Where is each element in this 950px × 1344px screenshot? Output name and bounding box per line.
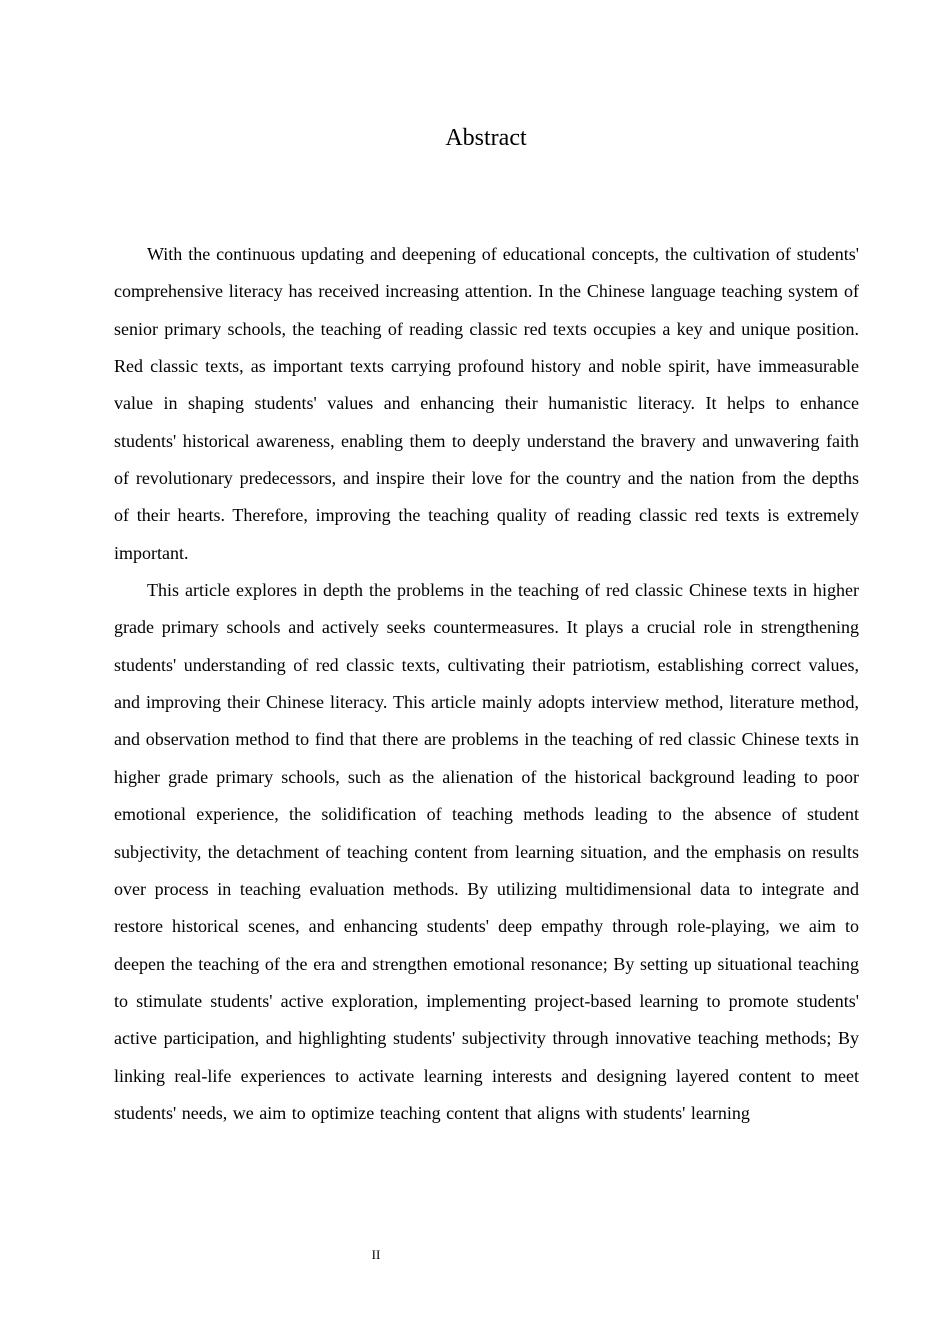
- abstract-paragraph-2: This article explores in depth the problems in the teaching of red classic Chinese texts in higher grade primary schools and actively seeks countermeasures. It plays a crucial role in strengthening students' understanding of red classic texts, cultivating their patriotism, establishing correct values, and improving their Chinese literacy. This article mainly adopts interview method, literature method, and observation method to find that there are problems in the teaching of red classic Chinese texts in higher grade primary schools, such as the alienation of the historical background leading to poor emotional experience, the solidification of teaching methods leading to the absence of student subjectivity, the detachment of teaching content from learning situation, and the emphasis on results over process in teaching evaluation methods. By utilizing multidimensional data to integrate and restore historical scenes, and enhancing students' deep empathy through role-playing, we aim to deepen the teaching of the era and strengthen emotional resonance; By setting up situational teaching to stimulate students' active exploration, implementing project-based learning to promote students' active participation, and highlighting students' subjectivity through innovative teaching methods; By linking real-life experiences to activate learning interests and designing layered content to meet students' needs, we aim to optimize teaching content that aligns with students' learning: [114, 580, 859, 1123]
- abstract-title: Abstract: [445, 125, 527, 151]
- page-number: II: [371, 1247, 381, 1262]
- abstract-body: [114, 236, 859, 1132]
- abstract-paragraph-1: With the continuous updating and deepening of educational concepts, the cultivation of students' comprehensive literacy has received increasing attention. In the Chinese language teaching system of senior primary schools, the teaching of reading classic red texts occupies a key and unique position. Red classic texts, as important texts carrying profound history and noble spirit, have immeasurable value in shaping students' values and enhancing their humanistic literacy. It helps to enhance students' historical awareness, enabling them to deeply understand the bravery and unwavering faith of revolutionary predecessors, and inspire their love for the country and the nation from the depths of their hearts. Therefore, improving the teaching quality of reading classic red texts is extremely important.: [114, 244, 859, 563]
